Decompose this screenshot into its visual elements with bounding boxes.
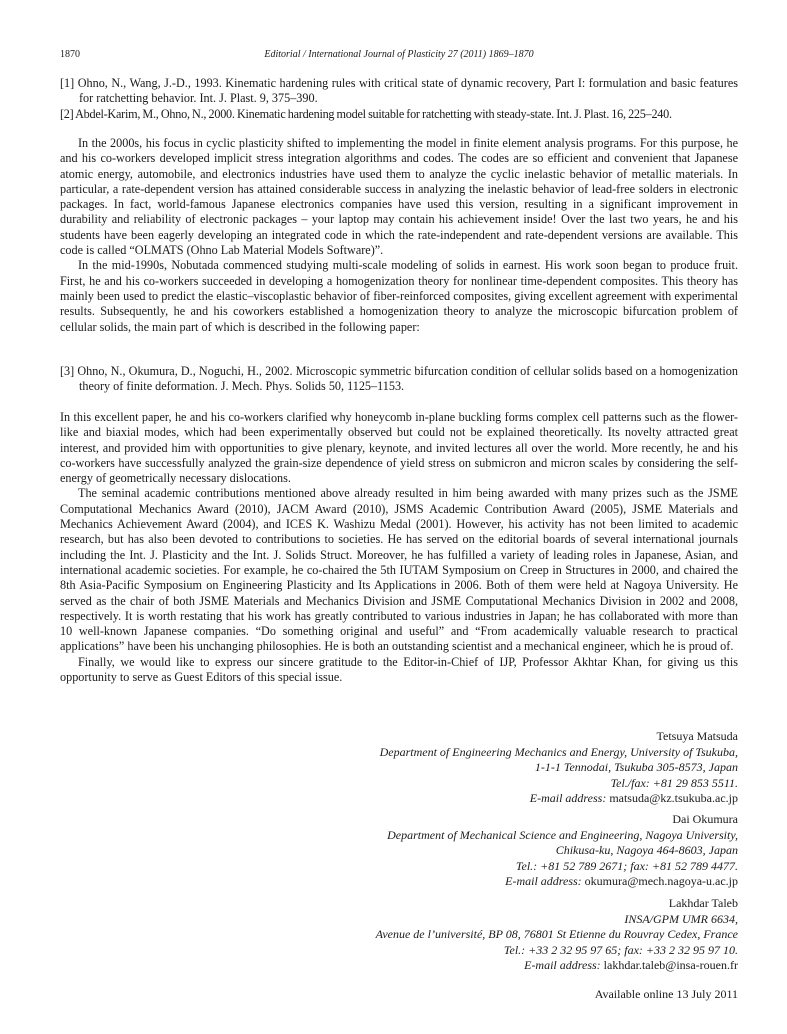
affiliation-line: 1-1-1 Tennodai, Tsukuba 305-8573, Japan xyxy=(534,760,738,775)
journal-citation-line: Editorial / International Journal of Plasticity 27 (2011) 1869–1870 xyxy=(264,49,534,60)
paragraph-multiscale-modeling: In the mid-1990s, Nobutada commenced studying multi-scale modeling of solids in earnest. His work soon began to produce fruit. First, he and his co-workers succeeded in developing a homogenization theory for nonlinear time-dependent composites. This theory has mainly been used to predict the elastic–viscoplastic behavior of fiber-reinforced composites, giving excellent agreement with experimental results. Subsequently, he and his coworkers established a homogenization theory to analyze the microscopic bifurcation problem of cellular solids, the main part of which is described in the following paper: xyxy=(60,258,738,334)
affiliation-line: Department of Mechanical Science and Engineering, Nagoya University, xyxy=(387,827,738,842)
body-section-b xyxy=(60,410,738,685)
signature-block-matsuda xyxy=(318,729,738,807)
email-line xyxy=(278,958,738,974)
signatory-name: Lakhdar Taleb xyxy=(668,896,738,910)
signatory-name: Dai Okumura xyxy=(672,812,738,826)
page-number: 1870 xyxy=(60,49,80,60)
paragraph-awards-service: The seminal academic contributions mentioned above already resulted in him being awarded with many prizes such as the JSME Computational Mechanics Award (2010), JACM Award (2010), JSMS Academic Contribution Award (2005), JSME Materials and Mechanics Achievement Award (2004), and ICES K. Washizu Medal (2001). However, his activity has not been limited to academic research, but has also been devoted to contributions to societies. He has served on the editorial boards of several international journals including the Int. J. Plasticity and the Int. J. Solids Struct. Moreover, he has fulfilled a variety of leading roles in Japanese, Asian, and international academic societies. For example, he co-chaired the 5th IUTAM Symposium on Creep in Structures in 2000, and chaired the 8th Asia-Pacific Symposium on Engineering Plasticity and Its Applications in 2006. Both of them were held at Nagoya University. He served as the chair of both JSME Materials and Mechanics Division and JSME Computational Mechanics Division in 2002 and 2008, respectively. It is worth restating that his work has greatly contributed to various industries in Japan; he has collaborated with more than 10 well-known Japanese companies. “Do something original and useful” and “From academically valuable research to practical applications” have been his unchanging philosophies. He is both an outstanding scientist and a mechanical engineer, which he is proud of. xyxy=(60,486,738,654)
affiliation-line: Department of Engineering Mechanics and Energy, University of Tsukuba, xyxy=(379,744,738,759)
reference-3: [3] Ohno, N., Okumura, D., Noguchi, H., 2002. Microscopic symmetric bifurcation condition of cellular solids based on a homogenization theory of finite deformation. J. Mech. Phys. Solids 50, 1125–1153. xyxy=(60,364,738,394)
email-link[interactable]: okumura@mech.nagoya-u.ac.jp xyxy=(584,874,738,889)
email-line xyxy=(318,791,738,807)
running-header xyxy=(60,48,738,62)
email-label: E-mail address: xyxy=(505,874,582,889)
reference-1: [1] Ohno, N., Wang, J.-D., 1993. Kinematic hardening rules with critical state of dynamic recovery, Part I: formulation and basic features for ratchetting behavior. Int. J. Plast. 9, 375–390. xyxy=(60,76,738,106)
email-line xyxy=(318,874,738,890)
availability-note: Available online 13 July 2011 xyxy=(594,987,738,1001)
phone-fax: Tel.: +33 2 32 95 97 65; fax: +33 2 32 95 97 10. xyxy=(503,942,738,957)
reference-list-top xyxy=(60,76,738,122)
reference-list-mid xyxy=(60,364,738,395)
paragraph-fem-implementation: In the 2000s, his focus in cyclic plasticity shifted to implementing the model in finite element analysis programs. For this purpose, he and his co-workers developed implicit stress integration algorithms and codes. The codes are so efficient and convenient that Japanese atomic energy, automobile, and electronics industries have used them to analyze the cyclic inelastic behavior of metallic materials. In particular, a rate-dependent version has attained considerable success in analyzing the inelastic behavior of lead-free solders in electronic packages. In fact, world-famous Japanese electronics companies have used this version, resulting in a significant improvement in durability and reliability of electronic packages – your laptop may contain his achievement inside! Over the last two years, he and his students have been eagerly developing an integrated code in which the rate-independent and rate-dependent versions are available. This code is called “OLMATS (Ohno Lab Material Models Software)”. xyxy=(60,136,738,258)
paragraph-acknowledgement: Finally, we would like to express our sincere gratitude to the Editor-in-Chief of IJP, Professor Akhtar Khan, for giving us this opportunity to serve as Guest Editors of this special issue. xyxy=(60,654,738,685)
email-label: E-mail address: xyxy=(524,958,601,973)
affiliation-line: Avenue de l’université, BP 08, 76801 St Etienne du Rouvray Cedex, France xyxy=(375,927,738,942)
email-label: E-mail address: xyxy=(529,791,607,806)
body-section-a xyxy=(60,136,738,335)
signature-block-taleb xyxy=(278,896,738,974)
affiliation-line: INSA/GPM UMR 6634, xyxy=(624,911,738,926)
phone-fax: Tel./fax: +81 29 853 5511. xyxy=(610,775,738,790)
phone-fax: Tel.: +81 52 789 2671; fax: +81 52 789 4477. xyxy=(515,858,738,873)
email-link[interactable]: matsuda@kz.tsukuba.ac.jp xyxy=(609,791,738,806)
signatory-name: Tetsuya Matsuda xyxy=(656,729,738,743)
signature-block-okumura xyxy=(318,812,738,890)
affiliation-line: Chikusa-ku, Nagoya 464-8603, Japan xyxy=(555,843,738,858)
email-link[interactable]: lakhdar.taleb@insa-rouen.fr xyxy=(603,958,738,973)
paragraph-honeycomb-buckling: In this excellent paper, he and his co-workers clarified why honeycomb in-plane buckling forms complex cell patterns such as the flower-like and biaxial modes, which had been experimentally observed but could not be explained theoretically. Its novelty attracted great interest, and provided him with opportunities to give plenary, keynote, and invited lectures all over the world. More recently, he and his co-workers have successfully analyzed the grain-size dependence of yield stress on submicron and micron scales by considering the self-energy of geometrically necessary dislocations. xyxy=(60,410,738,486)
reference-2: [2] Abdel-Karim, M., Ohno, N., 2000. Kinematic hardening model suitable for ratchetting with steady-state. Int. J. Plast. 16, 225–240. xyxy=(60,106,672,121)
